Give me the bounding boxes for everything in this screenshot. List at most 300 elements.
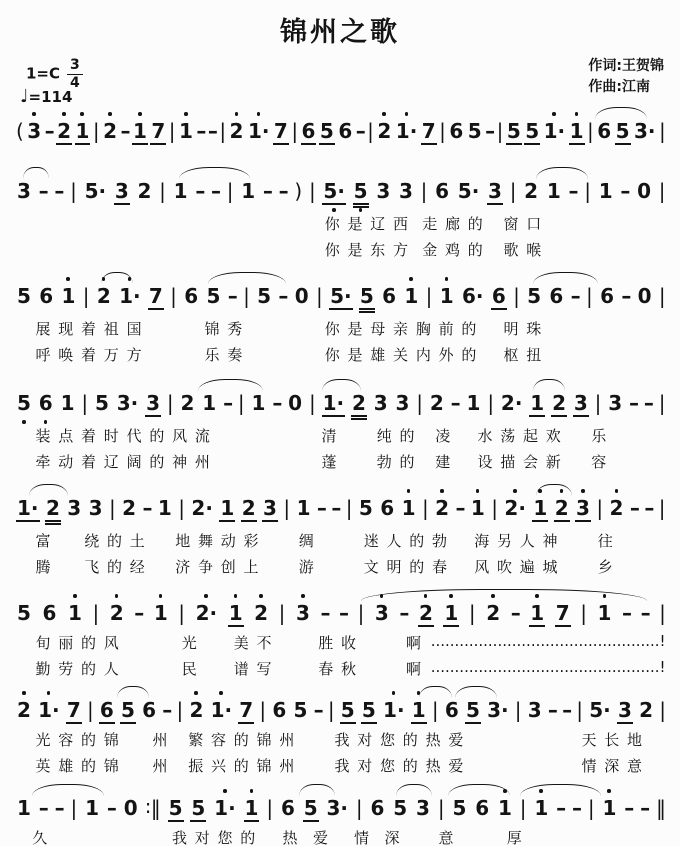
lyric-segment: 纯 的 xyxy=(376,427,415,445)
lyric-segment: 乐 xyxy=(591,427,607,445)
barline: | xyxy=(509,179,517,203)
lyrics-row-1 xyxy=(16,530,666,551)
lyric-segment: 勃 的 xyxy=(376,453,415,471)
barline: | xyxy=(425,284,433,308)
duration-dash: – xyxy=(622,601,632,625)
note: 5 xyxy=(465,698,480,722)
note: 5 xyxy=(206,284,221,308)
note: 2 xyxy=(180,391,195,415)
note: 2 xyxy=(254,601,269,625)
lyric-segment: 你 是 东 方 xyxy=(324,241,409,259)
duration-dash: – xyxy=(624,796,634,820)
notation-system-8 xyxy=(16,783,666,846)
lyric-segment: 海 另 人 神 xyxy=(474,532,558,550)
note: 5 xyxy=(615,119,630,143)
key-label: 1=C xyxy=(26,64,61,83)
duration-dash: – xyxy=(38,179,48,203)
quarter-note-icon: ♩ xyxy=(20,86,29,107)
lyric-segment: 清 xyxy=(321,427,337,445)
lyric-segment: 建 xyxy=(435,453,451,471)
note: 3 xyxy=(114,179,129,203)
lyric-segment: 呼 唤 着 万 方 xyxy=(35,346,142,364)
note: 6 xyxy=(338,119,353,143)
lyrics-row-2 xyxy=(16,658,666,679)
lyric-segment: 风 吹 遍 城 xyxy=(474,558,558,576)
barline: ∶‖ xyxy=(145,796,161,820)
lyric-segment: 装 点 着 时 代 的 风 流 xyxy=(35,427,210,445)
note: 3 xyxy=(376,179,391,203)
note: 2 xyxy=(609,496,624,520)
note: 2 xyxy=(45,496,61,525)
lyric-segment: 绕 的 土 xyxy=(84,532,145,550)
duration-dash: – xyxy=(629,391,639,415)
note: 7 xyxy=(151,119,166,143)
note: 2 xyxy=(486,601,501,625)
note: 1 xyxy=(530,391,545,415)
note: 5· xyxy=(84,179,107,203)
lyric-segment: 久 xyxy=(32,829,48,846)
note: 5 xyxy=(452,796,467,820)
parenthesis: ( xyxy=(16,119,24,143)
note: 3 xyxy=(373,391,388,415)
lyrics-row-1 xyxy=(16,729,666,750)
note: 6 xyxy=(444,698,459,722)
note: 2· xyxy=(500,391,523,415)
lyric-segment: 啊 xyxy=(406,660,422,678)
lyric-segment: 州 xyxy=(152,757,168,775)
note: 1 xyxy=(466,391,481,415)
lyric-segment: 绸 xyxy=(298,532,314,550)
duration-dash: – xyxy=(485,119,495,143)
lyric-segment: 乐 奏 xyxy=(204,346,243,364)
lyric-segment: 往 xyxy=(597,532,613,550)
barline: | xyxy=(437,796,445,820)
note: 0 xyxy=(123,796,138,820)
barline: | xyxy=(367,119,374,143)
lyrics-row-1 xyxy=(16,827,666,846)
note: 5 xyxy=(17,601,31,625)
note: 3 xyxy=(416,796,430,820)
note: 1· xyxy=(383,698,405,722)
note: 1 xyxy=(17,796,31,820)
duration-dash: – xyxy=(44,119,54,143)
lyric-segment: 谱 写 xyxy=(233,660,272,678)
note: 5 xyxy=(303,796,318,820)
lyric-segment: 州 xyxy=(152,731,168,749)
lyric-segment: ................................................! xyxy=(430,658,666,676)
credits xyxy=(588,56,664,98)
note: 1· xyxy=(119,284,141,308)
note: 6 xyxy=(39,284,54,308)
lyric-segment: 我 对 您 的 热 爱 xyxy=(334,731,464,749)
tempo-marking xyxy=(20,86,72,107)
lyric-segment: 民 xyxy=(181,660,197,678)
note: 6 xyxy=(475,796,490,820)
note: 2· xyxy=(191,496,213,520)
note: 2 xyxy=(57,119,72,143)
slur-tie-arc xyxy=(179,167,251,179)
slur-tie-arc xyxy=(533,379,566,391)
note: 1 xyxy=(153,601,168,625)
barline: | xyxy=(594,391,602,415)
barline: ‖ xyxy=(656,796,666,820)
lyric-segment: 啊 xyxy=(406,634,422,652)
note: 6 xyxy=(380,496,395,520)
lyric-segment: 胜 收 xyxy=(318,634,357,652)
notation-system-4 xyxy=(16,378,666,472)
lyric-segment: 繁 容 的 锦 州 xyxy=(188,731,295,749)
lyric-segment: 天 长 地 xyxy=(581,731,643,749)
note: 1· xyxy=(247,119,270,143)
time-signature-denominator: 4 xyxy=(70,74,80,91)
note: 1 xyxy=(439,284,454,308)
lyric-segment: 英 雄 的 锦 xyxy=(35,757,119,775)
barline: | xyxy=(587,119,594,143)
notation-system-6 xyxy=(16,588,666,679)
barline: | xyxy=(487,391,495,415)
note: 7 xyxy=(66,698,81,722)
duration-dash: – xyxy=(134,601,144,625)
note: 2 xyxy=(241,496,256,520)
lyric-segment: 意 xyxy=(438,829,454,846)
barline: | xyxy=(584,179,591,203)
lyric-segment: 走 廊 的 xyxy=(422,215,483,233)
barline: | xyxy=(159,179,166,203)
note: 5· xyxy=(457,179,480,203)
duration-dash: – xyxy=(643,391,653,415)
duration-dash: – xyxy=(629,496,639,520)
composer-credit: 作曲:江南 xyxy=(588,79,650,95)
duration-dash: – xyxy=(570,284,580,308)
duration-dash: – xyxy=(640,601,650,625)
duration-dash: – xyxy=(620,179,630,203)
duration-dash: – xyxy=(644,496,654,520)
note: 3 xyxy=(263,496,277,520)
note: 1· xyxy=(543,119,566,143)
lyric-segment: 光 容 的 锦 xyxy=(35,731,119,749)
note: 2· xyxy=(195,601,218,625)
note: 6 xyxy=(99,698,114,722)
note: 2 xyxy=(96,284,111,308)
lyric-segment: 文 明 的 春 xyxy=(363,558,448,576)
note: 2 xyxy=(418,601,433,625)
note: 6 xyxy=(600,284,614,308)
duration-dash: – xyxy=(142,496,152,520)
barline: | xyxy=(168,119,176,143)
barline: | xyxy=(519,796,527,820)
note: 5 xyxy=(361,698,376,722)
slur-tie-arc xyxy=(520,784,601,796)
slur-tie-arc xyxy=(299,784,335,796)
lyrics-row-2 xyxy=(16,239,666,260)
barline: | xyxy=(659,601,666,625)
lyric-segment: 勤 劳 的 人 xyxy=(35,660,119,678)
note: 5 xyxy=(393,796,408,820)
time-signature-numerator: 3 xyxy=(67,58,83,75)
note: 1 xyxy=(598,179,613,203)
barline: | xyxy=(166,391,174,415)
note: 6 xyxy=(491,284,506,308)
note: 5 xyxy=(467,119,482,143)
slur-tie-arc xyxy=(448,784,510,796)
note: 5 xyxy=(319,119,334,143)
note: 1 xyxy=(60,391,75,415)
note: 3 xyxy=(488,179,502,203)
duration-dash: – xyxy=(54,796,64,820)
barline: | xyxy=(496,119,504,143)
barline: | xyxy=(226,179,234,203)
note: 1 xyxy=(530,601,545,625)
duration-dash: – xyxy=(316,496,326,520)
barline: | xyxy=(357,601,365,625)
lyrics-row-2 xyxy=(16,451,666,472)
note: 1· xyxy=(395,119,418,143)
note: 1 xyxy=(444,601,459,625)
lyric-segment: 光 xyxy=(181,634,197,652)
barline: | xyxy=(355,796,363,820)
note: 1 xyxy=(85,796,100,820)
note: 1· xyxy=(214,796,236,820)
note: 5 xyxy=(191,796,206,820)
lyric-segment: 飞 的 经 xyxy=(84,558,145,576)
duration-dash: – xyxy=(547,698,557,722)
note: 5 xyxy=(506,119,521,143)
duration-dash: – xyxy=(455,496,465,520)
notes-row xyxy=(16,391,666,420)
duration-dash: – xyxy=(196,119,206,143)
duration-dash: – xyxy=(320,601,330,625)
duration-dash: – xyxy=(195,179,205,203)
note: 3 xyxy=(27,119,42,143)
duration-dash: – xyxy=(54,179,64,203)
lyric-segment: 我 对 您 的 热 爱 xyxy=(334,757,464,775)
lyrics-row-1 xyxy=(16,425,666,446)
note: 2 xyxy=(429,391,444,415)
note: 3 xyxy=(88,496,103,520)
barline: | xyxy=(82,284,90,308)
duration-dash: – xyxy=(38,796,48,820)
lyric-segment: 牵 动 着 辽 阔 的 神 州 xyxy=(35,453,210,471)
duration-dash: – xyxy=(120,119,130,143)
lyrics-row-1 xyxy=(16,318,666,339)
barline: | xyxy=(431,698,439,722)
barline: | xyxy=(81,391,89,415)
barline: | xyxy=(308,391,316,415)
note: 3 xyxy=(374,601,389,625)
barline: | xyxy=(178,496,185,520)
slur-tie-arc xyxy=(396,784,432,796)
duration-dash: – xyxy=(207,119,217,143)
note: 1 xyxy=(602,796,617,820)
lyric-segment: 热 爱 xyxy=(282,829,329,846)
notation-system-3 xyxy=(16,271,666,365)
duration-dash: – xyxy=(278,179,288,203)
notes-row xyxy=(16,179,666,208)
duration-dash: – xyxy=(223,391,233,415)
lyric-segment: 水 荡 起 欢 xyxy=(477,427,561,445)
duration-dash: – xyxy=(640,796,650,820)
note: 2 xyxy=(189,698,204,722)
note: 1 xyxy=(75,119,90,143)
note: 0 xyxy=(637,179,652,203)
note: 6 xyxy=(38,391,53,415)
note: 3 xyxy=(573,391,588,415)
lyricist-credit: 作词:王贺锦 xyxy=(588,58,664,74)
note: 1 xyxy=(61,284,76,308)
note: 2 xyxy=(109,601,124,625)
note: 2 xyxy=(137,179,152,203)
note: 1 xyxy=(133,119,147,143)
note: 3 xyxy=(17,179,31,203)
note: 3· xyxy=(116,391,139,415)
note: 1 xyxy=(401,496,416,520)
barline: | xyxy=(416,391,424,415)
lyric-segment: 凌 xyxy=(435,427,451,445)
duration-dash: – xyxy=(568,179,578,203)
barline: | xyxy=(513,284,520,308)
lyric-segment: 乡 xyxy=(597,558,613,576)
note: 1 xyxy=(228,601,243,625)
note: 6 xyxy=(280,796,295,820)
duration-dash: – xyxy=(106,796,116,820)
barline: | xyxy=(243,284,250,308)
duration-dash: – xyxy=(272,391,282,415)
barline: | xyxy=(170,284,177,308)
note: 0 xyxy=(288,391,303,415)
note: 5 xyxy=(94,391,109,415)
note: 2 xyxy=(17,698,31,722)
note: 5 xyxy=(527,284,542,308)
barline: | xyxy=(345,496,353,520)
barline: | xyxy=(108,496,116,520)
note: 2 xyxy=(524,179,539,203)
slur-tie-arc xyxy=(533,272,598,284)
barline: | xyxy=(576,698,584,722)
note: 5· xyxy=(323,179,345,203)
lyric-segment: 情 深 意 xyxy=(581,757,643,775)
duration-dash: – xyxy=(399,601,409,625)
note: 6 xyxy=(435,179,450,203)
barline: | xyxy=(327,698,335,722)
note: 2· xyxy=(504,496,526,520)
lyrics-row-2 xyxy=(16,344,666,365)
barline: | xyxy=(658,284,666,308)
note: 1 xyxy=(597,601,612,625)
note: 1 xyxy=(202,391,217,415)
barline: | xyxy=(580,601,587,625)
note: 5 xyxy=(168,796,183,820)
note: 6 xyxy=(272,698,287,722)
note: 7 xyxy=(239,698,254,722)
note: 3 xyxy=(146,391,161,415)
lyric-segment: 设 描 会 新 xyxy=(477,453,561,471)
note: 2 xyxy=(554,496,569,520)
lyric-segment: 金 鸡 的 xyxy=(422,241,483,259)
duration-dash: – xyxy=(331,496,341,520)
barline: | xyxy=(178,601,186,625)
notes-row xyxy=(16,284,666,313)
notation-system-1 xyxy=(16,106,666,145)
note: 5 xyxy=(358,496,373,520)
barline: | xyxy=(658,119,666,143)
duration-dash: – xyxy=(162,698,172,722)
lyric-segment: 迷 人 的 勃 xyxy=(363,532,448,550)
note: 6 xyxy=(382,284,397,308)
note: 6 xyxy=(42,601,57,625)
lyrics-row-2 xyxy=(16,755,666,776)
note: 1 xyxy=(411,698,426,722)
note: 1 xyxy=(546,179,561,203)
lyric-segment: 你 是 雄 关 内 外 的 xyxy=(324,346,477,364)
note: 0 xyxy=(637,284,652,308)
barline: | xyxy=(92,119,100,143)
note: 3 xyxy=(398,179,413,203)
note: 2 xyxy=(229,119,244,143)
note: 5· xyxy=(330,284,352,308)
slur-tie-arc xyxy=(536,167,588,179)
barline: | xyxy=(659,698,666,722)
lyric-segment: 春 秋 xyxy=(318,660,357,678)
duration-dash: – xyxy=(339,601,349,625)
barline: | xyxy=(439,119,446,143)
note: 2 xyxy=(103,119,118,143)
note: 3 xyxy=(395,391,410,415)
lyric-segment: 锦 秀 xyxy=(204,320,243,338)
duration-dash: – xyxy=(621,284,631,308)
note: 6 xyxy=(549,284,564,308)
note: 5 xyxy=(121,698,135,722)
lyric-segment: 枢 扭 xyxy=(503,346,542,364)
lyric-segment: 容 xyxy=(591,453,607,471)
tempo-value: =114 xyxy=(28,88,73,106)
barline: | xyxy=(468,601,476,625)
barline: | xyxy=(219,119,227,143)
duration-dash: – xyxy=(572,796,582,820)
lyric-segment: 济 争 创 上 xyxy=(175,558,259,576)
lyric-segment: 展 现 着 祖 国 xyxy=(35,320,142,338)
duration-dash: – xyxy=(211,179,221,203)
note: 6 xyxy=(184,284,199,308)
notes-row xyxy=(16,496,666,525)
note: 2 xyxy=(552,391,566,415)
barline: | xyxy=(596,496,604,520)
barline: | xyxy=(658,391,666,415)
note: 1 xyxy=(244,796,259,820)
duration-dash: – xyxy=(355,119,365,143)
lyric-segment: 情 深 xyxy=(354,829,400,846)
slur-tie-arc xyxy=(419,686,452,698)
note: 2 xyxy=(122,496,137,520)
note: 3· xyxy=(634,119,656,143)
barline: | xyxy=(421,496,429,520)
barline: | xyxy=(420,179,428,203)
barline: | xyxy=(237,391,245,415)
barline: | xyxy=(587,796,595,820)
barline: | xyxy=(278,601,286,625)
note: 1· xyxy=(17,496,39,520)
note: 6· xyxy=(461,284,484,308)
note: 3 xyxy=(617,698,632,722)
slur-tie-arc xyxy=(29,484,68,496)
note: 1 xyxy=(179,119,193,143)
duration-dash: – xyxy=(556,796,566,820)
lyric-segment: 你 是 辽 西 xyxy=(324,215,409,233)
note: 6 xyxy=(370,796,385,820)
note: 7 xyxy=(148,284,163,308)
note: 1 xyxy=(534,796,549,820)
barline: | xyxy=(70,179,77,203)
barline: | xyxy=(259,698,267,722)
